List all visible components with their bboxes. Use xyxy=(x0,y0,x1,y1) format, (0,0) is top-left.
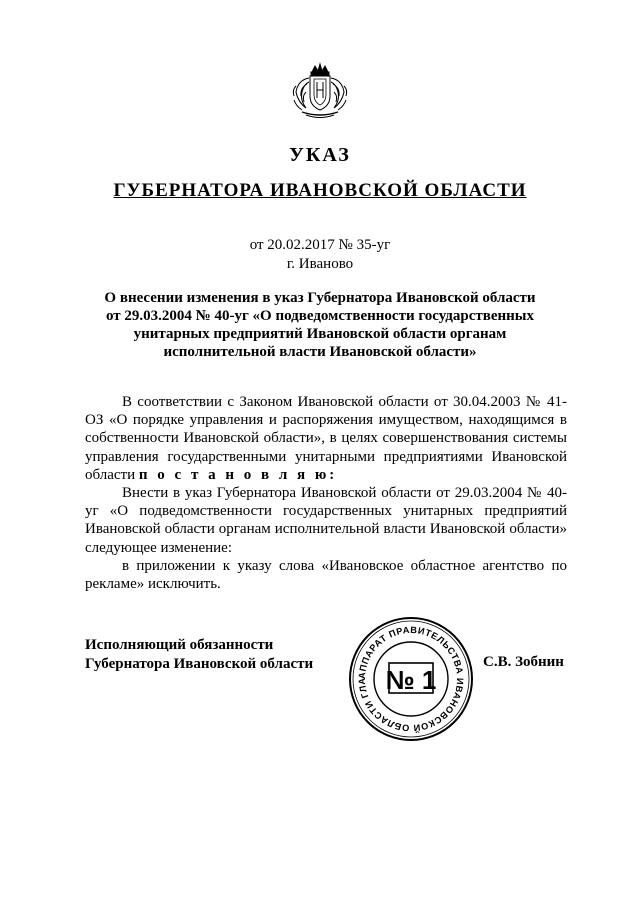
signatory-title-line1: Исполняющий обязанности xyxy=(85,637,274,653)
seal-ring-text: АППАРАТ ПРАВИТЕЛЬСТВА ИВАНОВСКОЙ ОБЛАСТИ ГЛА xyxy=(356,624,466,734)
coat-of-arms-icon xyxy=(288,62,352,120)
document-city: г. Иваново xyxy=(286,256,354,272)
preamble-text: В соответствии с Законом Ивановской области от 30.04.2003 № 41-ОЗ «О порядке управления и распоряжения имуществом, находящимся в собственности Ивановской области», в целях совершенствования системы управления государственными унитарными предприятиями Ивановской области xyxy=(85,394,567,483)
document-issuer: ГУБЕРНАТОРА ИВАНОВСКОЙ ОБЛАСТИ xyxy=(113,180,527,201)
signatory-title xyxy=(85,636,313,674)
signatory-name: С.В. Зобнин xyxy=(483,654,564,670)
signatory-title-line2: Губернатора Ивановской области xyxy=(85,656,314,672)
document-subject: О внесении изменения в указ Губернатора Ивановской области от 29.03.2004 № 40-уг «О подведомственности государственных унитарных предприятий Ивановской области органам исполнительной власти Ивановской области» xyxy=(104,290,536,360)
paragraph-amendment: Внести в указ Губернатора Ивановской области от 29.03.2004 № 40-уг «О подведомственности государственных унитарных предприятий Ивановской области органам исполнительной власти Ивановской области» следующее изменение: xyxy=(85,485,567,556)
document-body xyxy=(85,393,567,593)
official-seal-icon xyxy=(347,615,475,743)
seal-number: № 1 xyxy=(385,665,437,695)
document-date-number: от 20.02.2017 № 35-уг xyxy=(249,237,391,253)
decree-word: п о с т а н о в л я ю: xyxy=(138,466,338,483)
document-title: УКАЗ xyxy=(289,144,351,166)
paragraph-preamble xyxy=(85,393,567,484)
paragraph-change: в приложении к указу слова «Ивановское областное агентство по рекламе» исключить. xyxy=(85,557,567,593)
